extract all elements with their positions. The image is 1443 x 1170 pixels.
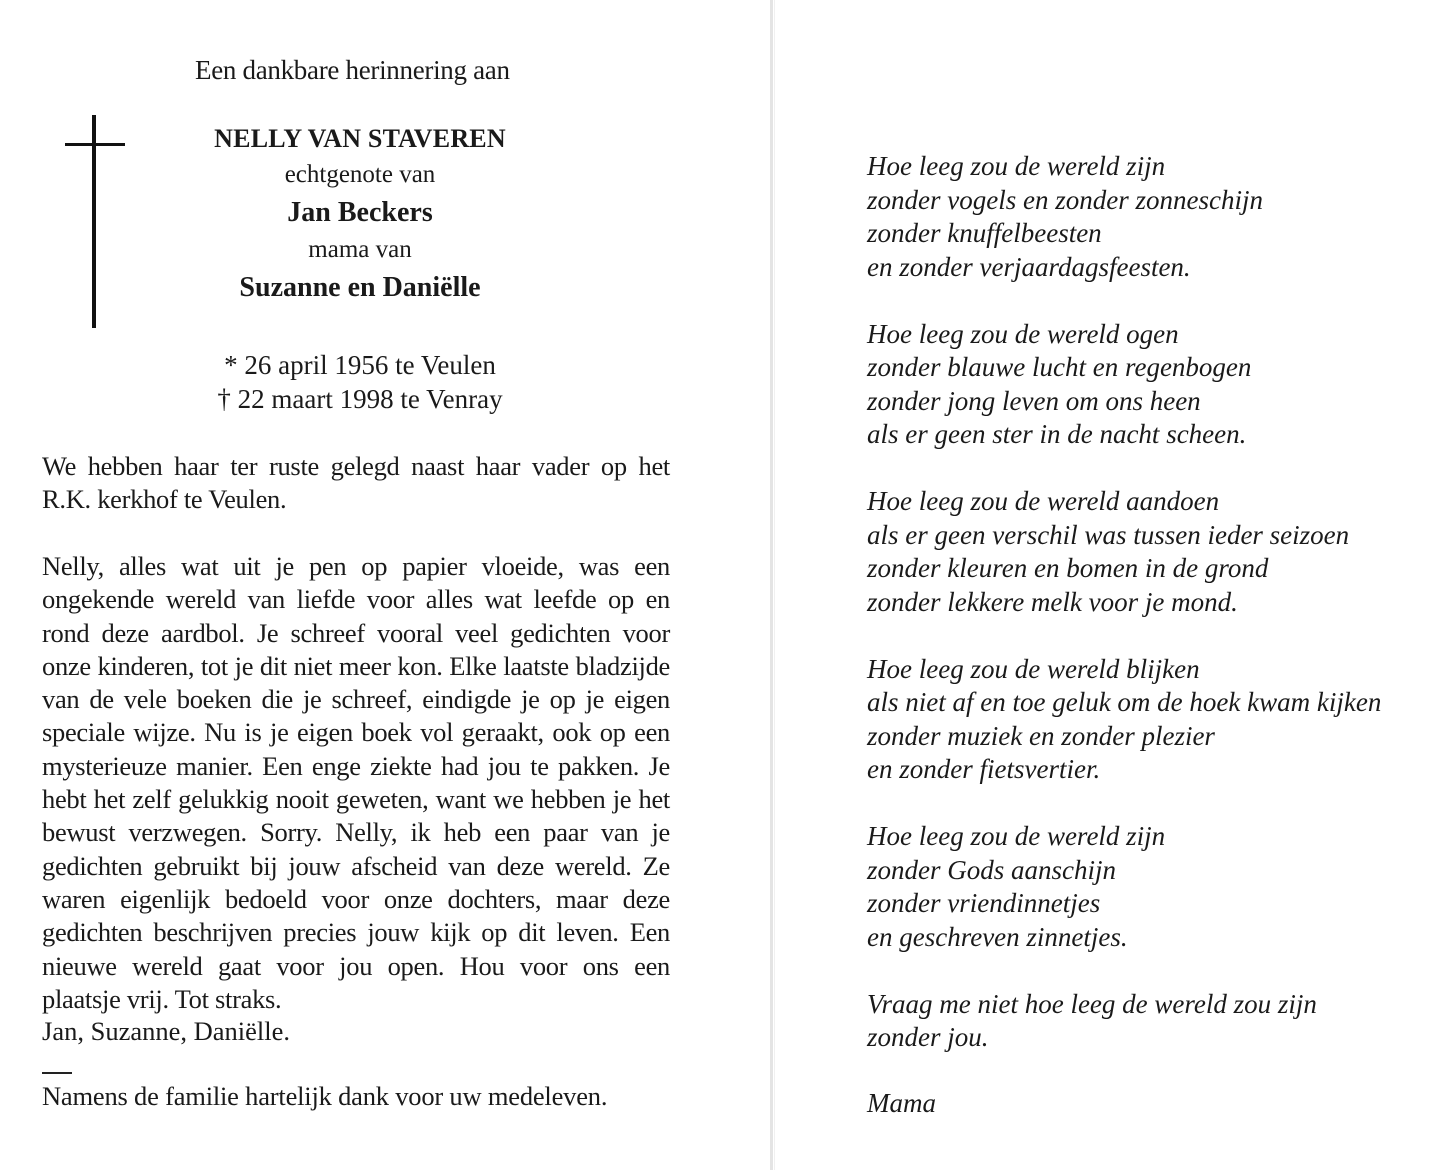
poem-line: Hoe leeg zou de wereld ogen xyxy=(867,318,1179,349)
poem-stanza xyxy=(867,988,1427,1055)
message-paragraph: Nelly, alles wat uit je pen op papier vloeide, was een ongekende wereld van liefde voor alles wat leefde op en rond deze aardbol. Je schreef vooral veel gedichten voor onze kinderen, tot je dit niet meer kon. Elke laatste bladzijde van de vele boeken die je schreef, eindigde je op je eigen speciale wijze. Nu is je eigen boek vol geraakt, ook op een mysterieuze manier. Een enge ziekte had jou te pakken. Je hebt het zelf gelukkig nooit geweten, want we hebben je het bewust verzwegen. Sorry. Nelly, ik heb een paar van je gedichten gebruikt bij jouw afscheid van deze wereld. Ze waren eigenlijk bedoeld voor onze dochters, maar deze gedichten beschrijven precies jouw kijk op dit leven. Een nieuwe wereld gaat voor jou open. Hou voor ons een plaatsje vrij. Tot straks. xyxy=(42,551,670,1014)
poem-line: zonder Gods aanschijn xyxy=(867,854,1116,885)
signoff-names: Jan, Suzanne, Daniëlle. xyxy=(42,1016,290,1046)
poem-line: Hoe leeg zou de wereld zijn xyxy=(867,151,1166,181)
poem-line: zonder knuffelbeesten xyxy=(867,218,1102,248)
birth-date: * 26 april 1956 te Veulen xyxy=(224,350,496,380)
cross-icon xyxy=(92,115,96,328)
relation-children-label: mama van xyxy=(308,236,412,263)
children-names: Suzanne en Daniëlle xyxy=(239,272,481,303)
poem-stanza xyxy=(867,820,1427,954)
page-fold xyxy=(770,0,773,1170)
poem-line: zonder lekkere melk voor je mond. xyxy=(867,586,1238,617)
poem-line: Hoe leeg zou de wereld aandoen xyxy=(867,486,1220,516)
poem-line: en zonder fietsvertier. xyxy=(867,754,1101,784)
poem-line: Vraag me niet hoe leeg de wereld zou zijn xyxy=(867,988,1317,1019)
poem-line: en zonder verjaardagsfeesten. xyxy=(867,251,1191,282)
poem-stanza xyxy=(867,318,1427,452)
poem-signature: Mama xyxy=(867,1088,936,1118)
separator-line xyxy=(42,1072,72,1074)
poem-line: Hoe leeg zou de wereld blijken xyxy=(867,653,1200,684)
poem-line: als er geen verschil was tussen ieder seizoen xyxy=(867,519,1350,550)
death-date: † 22 maart 1998 te Venray xyxy=(217,384,503,414)
deceased-name: NELLY VAN STAVEREN xyxy=(214,124,506,153)
poem-line: zonder vogels en zonder zonneschijn xyxy=(867,184,1263,215)
poem-line: Hoe leeg zou de wereld zijn xyxy=(867,821,1166,851)
poem-line: als niet af en toe geluk om de hoek kwam kijken xyxy=(867,687,1382,717)
poem-line: zonder kleuren en bomen in de grond xyxy=(867,553,1269,583)
poem-line: zonder vriendinnetjes xyxy=(867,888,1101,918)
spouse-name: Jan Beckers xyxy=(287,197,433,228)
poem xyxy=(867,150,1427,1119)
header-block xyxy=(160,122,560,302)
burial-paragraph: We hebben haar ter ruste gelegd naast haar vader op het R.K. kerkhof te Veulen. xyxy=(42,451,670,515)
poem-stanza xyxy=(867,485,1427,619)
dates-block xyxy=(200,348,520,416)
poem-stanza xyxy=(867,150,1427,284)
right-page xyxy=(775,0,1443,1170)
relation-spouse-label: echtgenote van xyxy=(284,161,436,188)
poem-stanza xyxy=(867,653,1427,787)
poem-line: zonder blauwe lucht en regenbogen xyxy=(867,352,1252,382)
cross-icon-bar xyxy=(65,143,125,146)
poem-line: zonder jou. xyxy=(867,1022,989,1052)
poem-line: en geschreven zinnetjes. xyxy=(867,921,1128,952)
thanks-footer: Namens de familie hartelijk dank voor uw medeleven. xyxy=(42,1081,608,1111)
intro-text: Een dankbare herinnering aan xyxy=(195,55,510,85)
poem-line: zonder muziek en zonder plezier xyxy=(867,720,1215,751)
poem-line: als er geen ster in de nacht scheen. xyxy=(867,419,1247,449)
poem-line: zonder jong leven om ons heen xyxy=(867,385,1201,416)
